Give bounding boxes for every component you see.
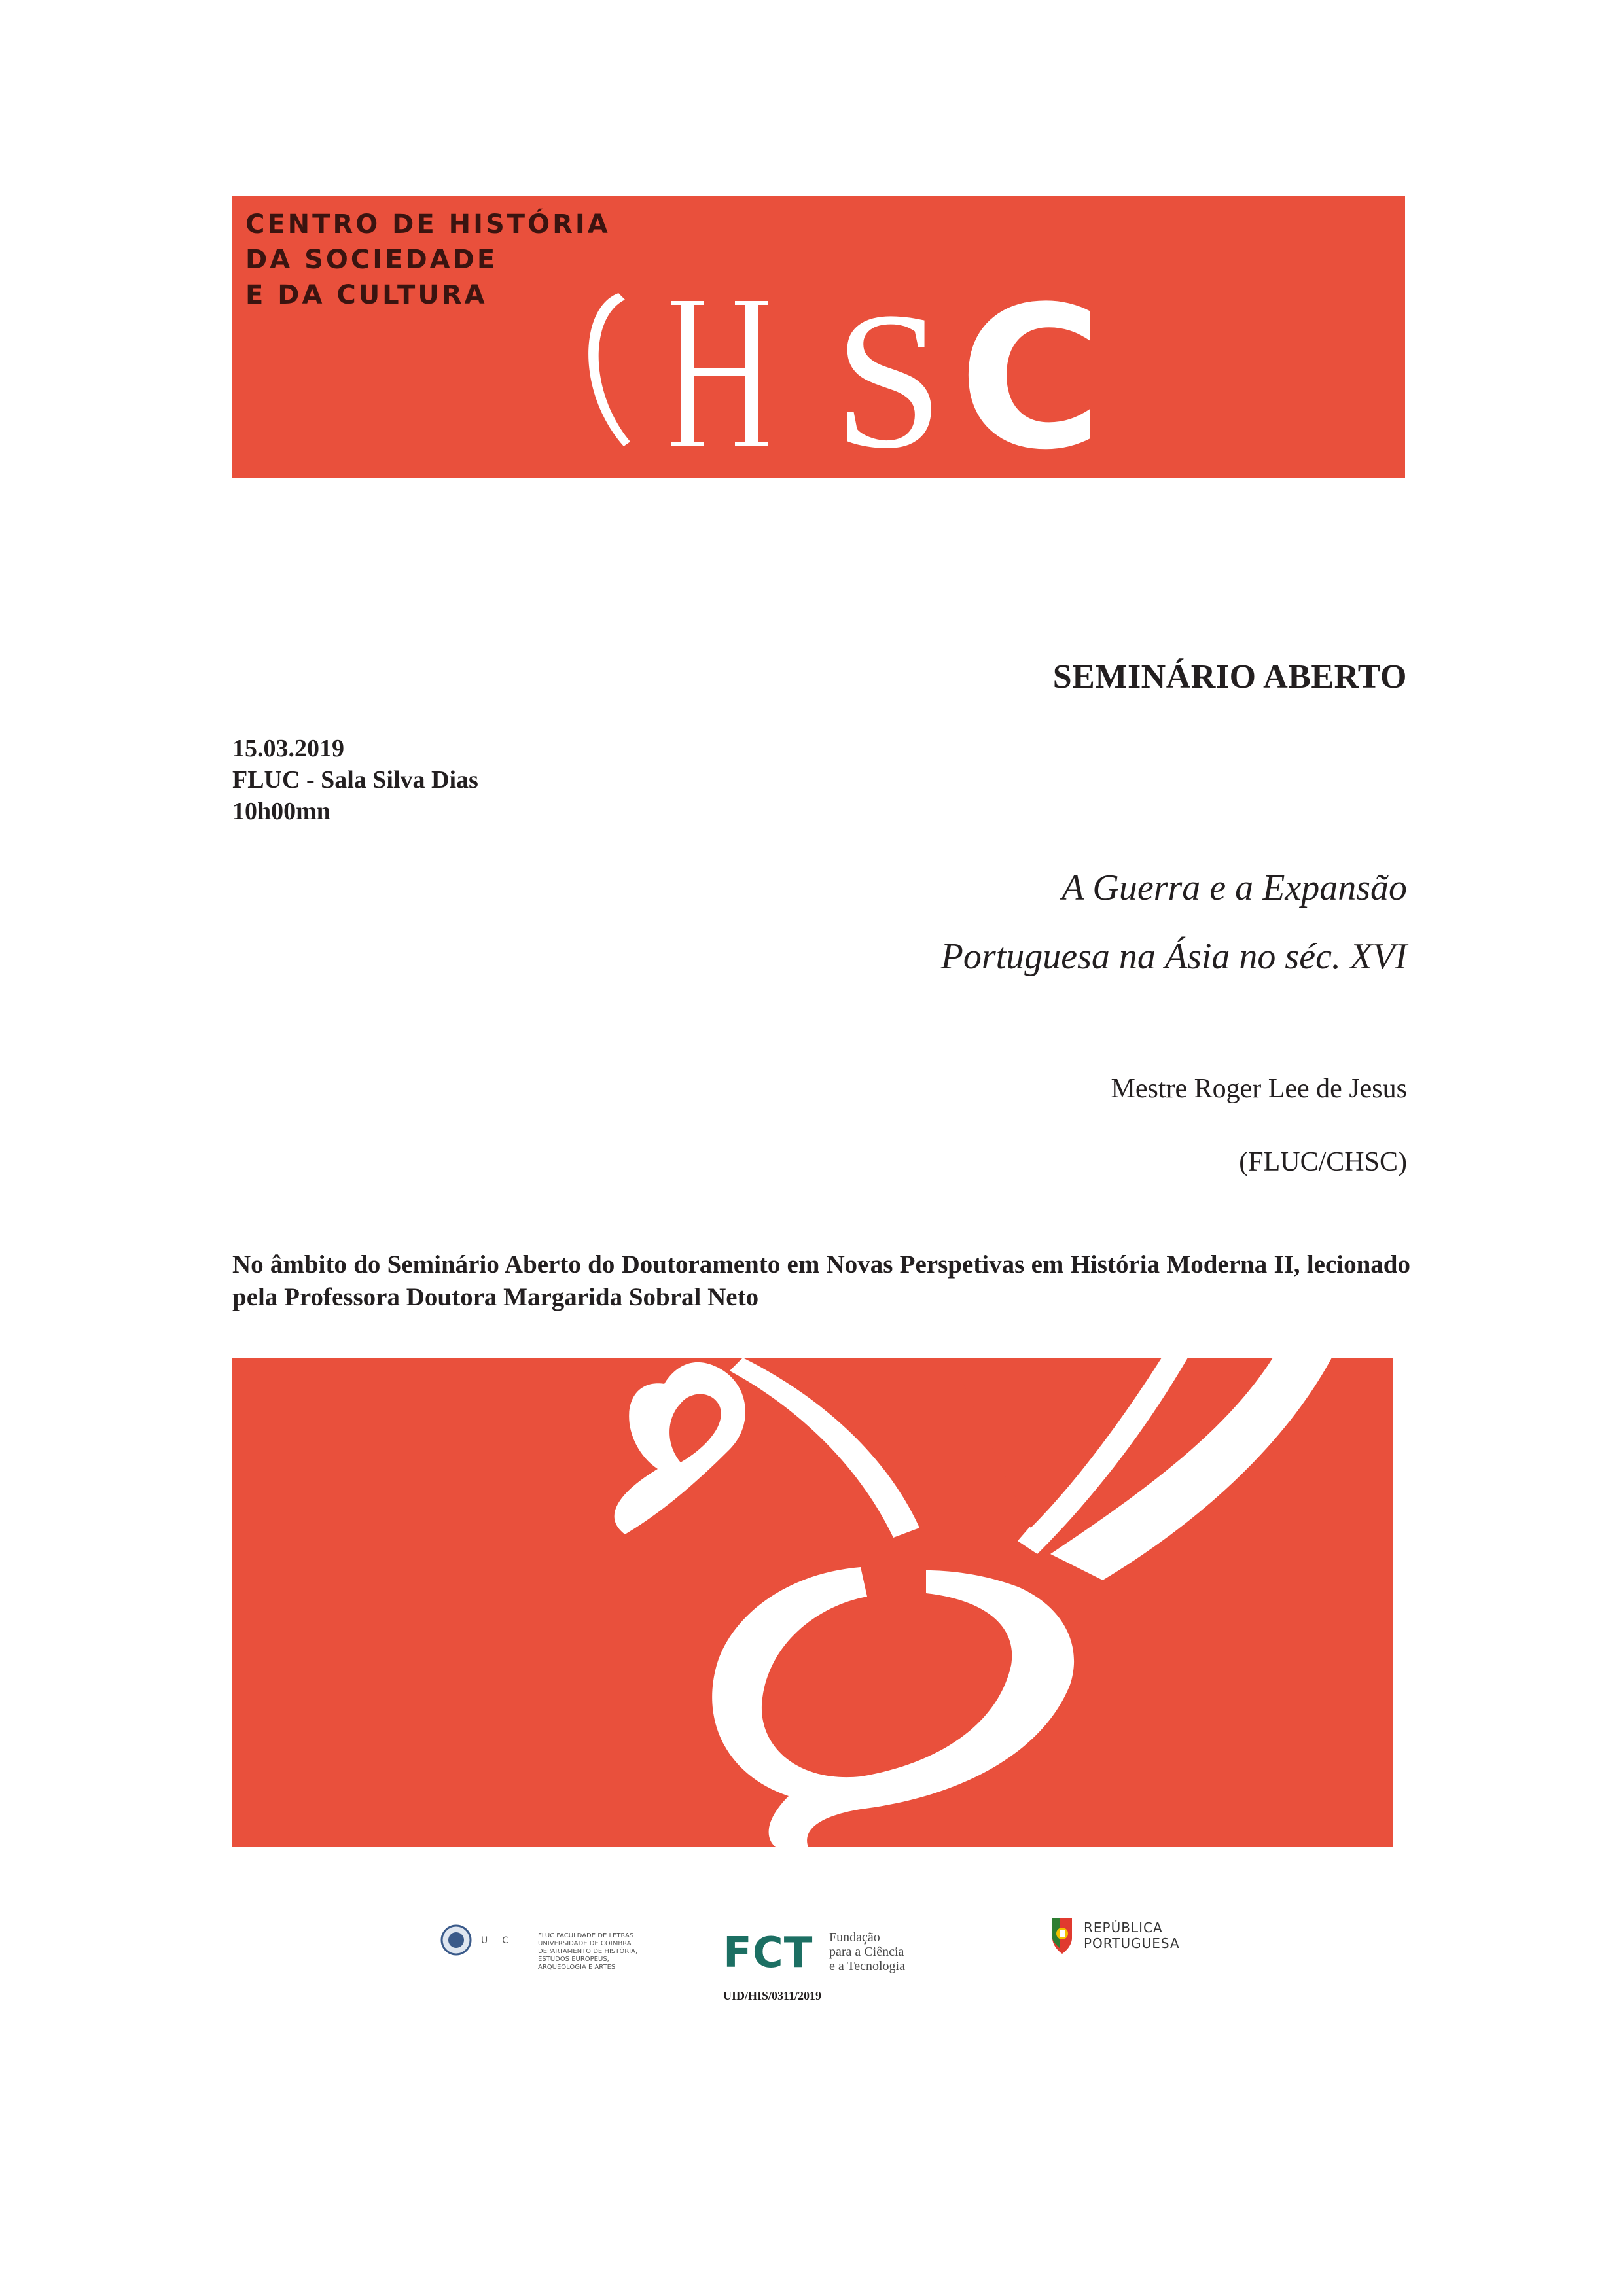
fct-name-line: e a Tecnologia xyxy=(829,1959,905,1973)
republic-name-line: PORTUGUESA xyxy=(1084,1935,1180,1951)
portuguese-republic-emblem-icon xyxy=(1046,1916,1079,1956)
faculty-line: ESTUDOS EUROPEUS, xyxy=(538,1956,609,1963)
talk-title-line: Portuguesa na Ásia no séc. XVI xyxy=(940,936,1407,977)
svg-text:S: S xyxy=(834,272,944,478)
fct-name-line: para a Ciência xyxy=(829,1945,904,1959)
faculty-line: ARQUEOLOGIA E ARTES xyxy=(538,1964,616,1971)
talk-title xyxy=(941,854,1407,991)
fct-name xyxy=(829,1930,905,1973)
context-note: No âmbito do Seminário Aberto do Doutoramento em Novas Perspetivas em História Moderna II, lecionado pela Professora Doutora Margarida Sobral Neto xyxy=(232,1250,1410,1311)
uc-acronym: UC xyxy=(481,1935,524,1946)
event-time: 10h00mn xyxy=(232,798,330,825)
event-details xyxy=(232,733,478,827)
center-name-line: CENTRO DE HISTÓRIA xyxy=(245,209,611,239)
fct-logo: FCT xyxy=(723,1929,813,1977)
faculty-line: UNIVERSIDADE DE COIMBRA xyxy=(538,1940,632,1947)
chsc-logo xyxy=(232,196,1405,478)
speaker-name: Mestre Roger Lee de Jesus xyxy=(1111,1074,1407,1104)
ampersand-icon xyxy=(232,1358,1393,1847)
faculty-line: DEPARTAMENTO DE HISTÓRIA, xyxy=(538,1948,638,1955)
seminar-type-label: SEMINÁRIO ABERTO xyxy=(1052,658,1407,696)
university-seal-icon xyxy=(440,1924,473,1956)
header-banner xyxy=(232,196,1405,478)
republic-name-line: REPÚBLICA xyxy=(1084,1920,1163,1935)
faculty-name xyxy=(538,1932,637,1971)
faculty-line: FLUC FACULDADE DE LETRAS xyxy=(538,1932,634,1939)
decorative-banner xyxy=(232,1358,1393,1847)
project-code: UID/HIS/0311/2019 xyxy=(723,1989,822,2002)
talk-title-line: A Guerra e a Expansão xyxy=(1061,868,1407,908)
center-name-line: E DA CULTURA xyxy=(245,280,488,310)
event-location: FLUC - Sala Silva Dias xyxy=(232,766,478,794)
event-date: 15.03.2019 xyxy=(232,735,344,762)
speaker-affiliation: (FLUC/CHSC) xyxy=(1239,1147,1407,1177)
svg-text:C: C xyxy=(958,264,1103,478)
republic-name xyxy=(1084,1920,1180,1951)
center-name-line: DA SOCIEDADE xyxy=(245,245,498,275)
fct-name-line: Fundação xyxy=(829,1930,880,1945)
